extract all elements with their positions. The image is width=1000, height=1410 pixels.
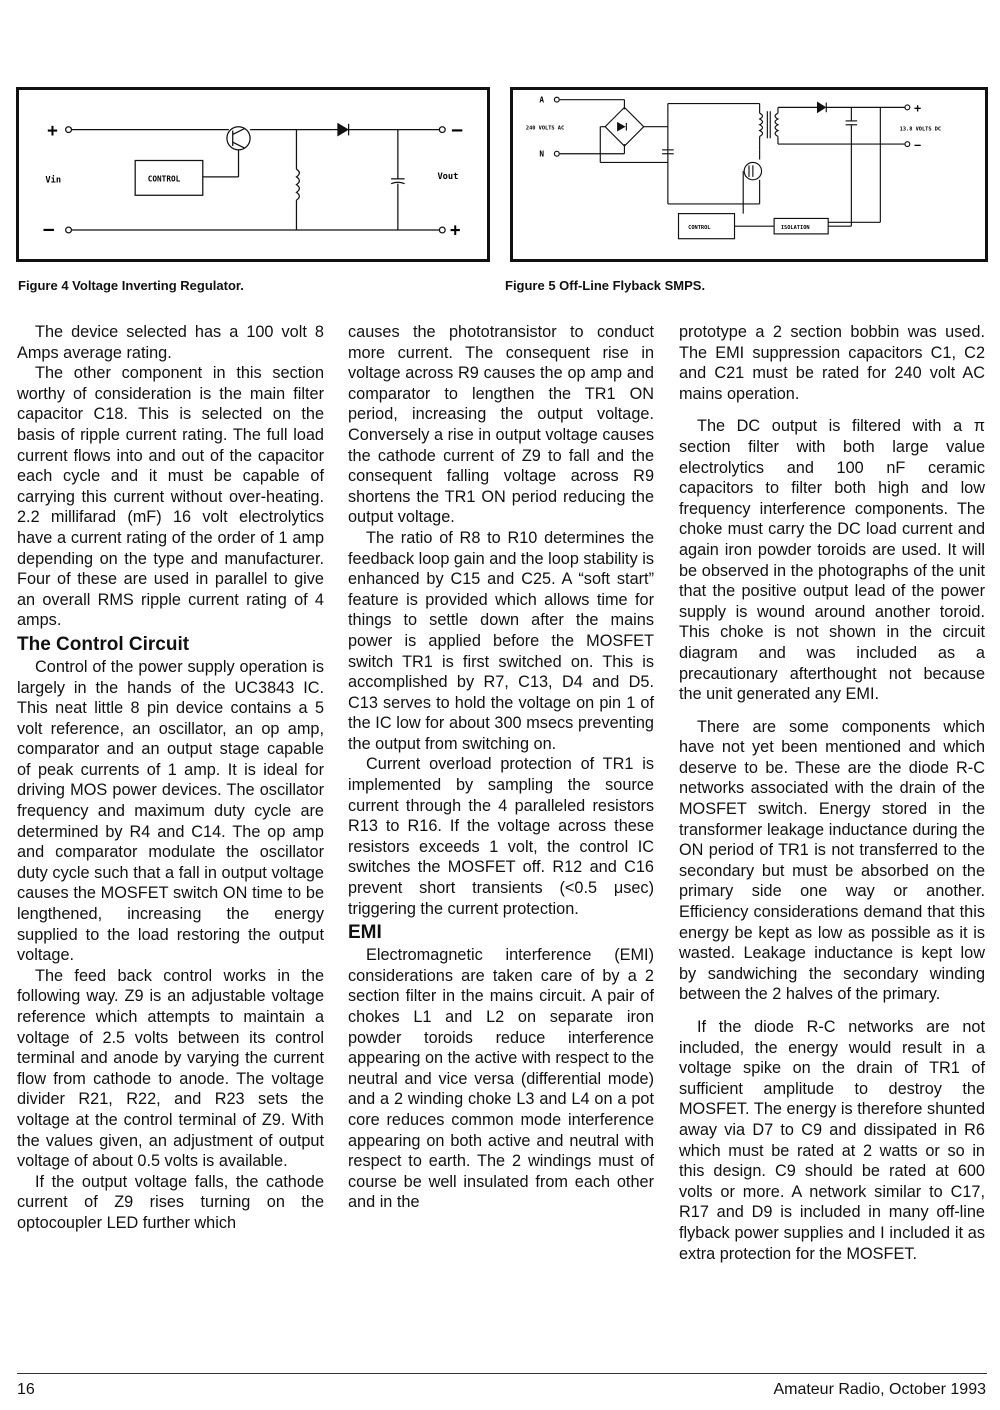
fig4-vout-label: Vout (437, 171, 459, 182)
fig4-plus-in: + (47, 121, 58, 142)
fig5-ac-label: 240 VOLTS AC (525, 125, 565, 132)
footer-journal-title: Amateur Radio, October 1993 (773, 1381, 986, 1398)
fig4-minus-out: — (451, 120, 463, 141)
figure-5-caption: Figure 5 Off-Line Flyback SMPS. (505, 278, 706, 293)
paragraph: There are some components which have not yet been mentioned and which deserve to be. These are the diode R-C networks associated with the drain of the MOSFET switch. Energy stored in the transformer leakage inductance during the ON period of TR1 is not transferred to the secondary but must be absorbed on the primary side one way or another. Efficiency considerations demand that this energy be kept as low as possible as it is wasted. Leakage inductance is kept low by sandwiching the secondary winding between the 2 halves of the primary. (679, 717, 985, 1004)
figure-4-diagram (16, 87, 490, 262)
fig5-active-label: A (539, 95, 545, 105)
fig4-minus-in: — (43, 219, 54, 240)
fig4-plus-out: + (450, 220, 461, 241)
paragraph: If the output voltage falls, the cathode current of Z9 rises turning on the optocoupler LED further which (17, 1172, 324, 1232)
inverting-regulator-schematic (19, 90, 487, 259)
flyback-smps-schematic (513, 90, 985, 259)
paragraph: The feed back control works in the following way. Z9 is an adjustable voltage reference which attempts to maintain a voltage of 2.5 volts between its control terminal and anode by varying the current flow from cathode to anode. The voltage divider R21, R22, and R23 sets the voltage at the control terminal of Z9. With the values given, an adjustment of output voltage of about 0.5 volts is available. (17, 966, 324, 1171)
section-heading-emi: EMI (348, 922, 382, 944)
paragraph: Electromagnetic interference (EMI) considerations are taken care of by a 2 section filter in the mains circuit. A pair of chokes L1 and L2 on separate iron powder toroids reduce interference appearing on the active with respect to the neutral and vice versa (differential mode) and a 2 winding choke L3 and L4 on a pot core reduces common mode interference appearing on both active and neutral with respect to earth. The 2 windings must of course be well insulated from each other and in the (348, 946, 654, 1212)
page-number: 16 (17, 1381, 35, 1398)
paragraph: Control of the power supply operation is largely in the hands of the UC3843 IC. This neat little 8 pin device contains a 5 volt reference, an oscillator, an op amp, comparator and an output stage capable of peak currents of 1 amp. It is ideal for driving MOS power devices. The oscillator frequency and maximum duty cycle are determined by R4 and C14. The op amp and comparator modulate the oscillator duty cycle such that a fall in output voltage causes the MOSFET switch ON time to be lengthened, increasing the energy supplied to the load restoring the output voltage. (17, 657, 324, 965)
fig5-isolation-label: ISOLATION (780, 225, 810, 232)
article-column-1 (17, 322, 324, 1234)
article-column-2 (348, 322, 654, 1213)
fig4-vin-label: Vin (45, 175, 62, 186)
figure-4-caption: Figure 4 Voltage Inverting Regulator. (18, 278, 244, 293)
fig5-minus-out: − (914, 137, 922, 152)
fig4-control-label: CONTROL (147, 174, 181, 184)
fig5-neutral-label: N (539, 149, 545, 159)
paragraph: prototype a 2 section bobbin was used. The EMI suppression capacitors C1, C2 and C21 must be rated for 240 volt AC mains operation. (679, 323, 985, 403)
section-heading-control-circuit: The Control Circuit (17, 633, 190, 655)
paragraph: The other component in this section worthy of consideration is the main filter capacitor C18. This is selected on the basis of ripple current rating. The full load current flows into and out of the capacitor each cycle and it must be capable of carrying this current without over-heating. 2.2 millifarad (mF) 16 volt electrolytics have a current rating of the order of 1 amp depending on the type and manufacturer. Four of these are used in parallel to give an overall RMS ripple current rating of 4 amps. (17, 364, 324, 630)
paragraph: If the diode R-C networks are not included, the energy would result in a voltage spike on the drain of TR1 of sufficient amplitude to destroy the MOSFET. The energy is therefore shunted away via D7 to C9 and dissipated in R6 which must be rated at 2 watts or so in this design. C9 should be rated at 600 volts or more. A network similar to C17, R17 and D9 is included in many off-line flyback power supplies and I included it as extra protection for the MOSFET. (679, 1018, 985, 1263)
footer-divider (17, 1373, 987, 1374)
paragraph: Current overload protection of TR1 is implemented by sampling the source current through the 4 paralleled resistors R13 to R16. If the voltage across these resistors exceeds 1 volt, the control IC switches the MOSFET off. R12 and C16 prevent short transients (<0.5 μsec) triggering the current protection. (348, 755, 654, 918)
fig5-control-label: CONTROL (688, 225, 711, 232)
paragraph: The DC output is filtered with a π section filter with both large value electrolytics and 100 nF ceramic capacitors to filter both high and low frequency interference components. The choke must carry the DC load current and again iron powder toroids are used. It will be observed in the photographs of the unit that the positive output lead of the power supply is wound around another toroid. This choke is not shown in the circuit diagram and was included as a precautionary afterthought not because the unit generated any EMI. (679, 417, 985, 704)
fig5-plus-out: + (914, 101, 922, 116)
paragraph: causes the phototransistor to conduct more current. The consequent rise in voltage across R9 causes the op amp and comparator to lengthen the TR1 ON period, increasing the output voltage. Conversely a rise in output voltage causes the cathode current of Z9 to fall and the consequent falling voltage across R9 shortens the TR1 ON period reducing the output voltage. (348, 323, 654, 527)
article-column-3 (679, 322, 985, 1264)
paragraph: The ratio of R8 to R10 determines the feedback loop gain and the loop stability is enhanced by C15 and C25. A “soft start” feature is provided which allows time for things to settle down after the mains power is applied before the MOSFET switch TR1 is first switched on. This is accomplished by R7, C13, D4 and D5. C13 serves to hold the voltage on pin 1 of the IC low for about 300 msecs preventing the output from switching on. (348, 528, 654, 753)
figure-5-diagram (510, 87, 988, 262)
paragraph: The device selected has a 100 volt 8 Amps average rating. (17, 323, 324, 362)
fig5-dc-label: 13.8 VOLTS DC (899, 126, 942, 133)
